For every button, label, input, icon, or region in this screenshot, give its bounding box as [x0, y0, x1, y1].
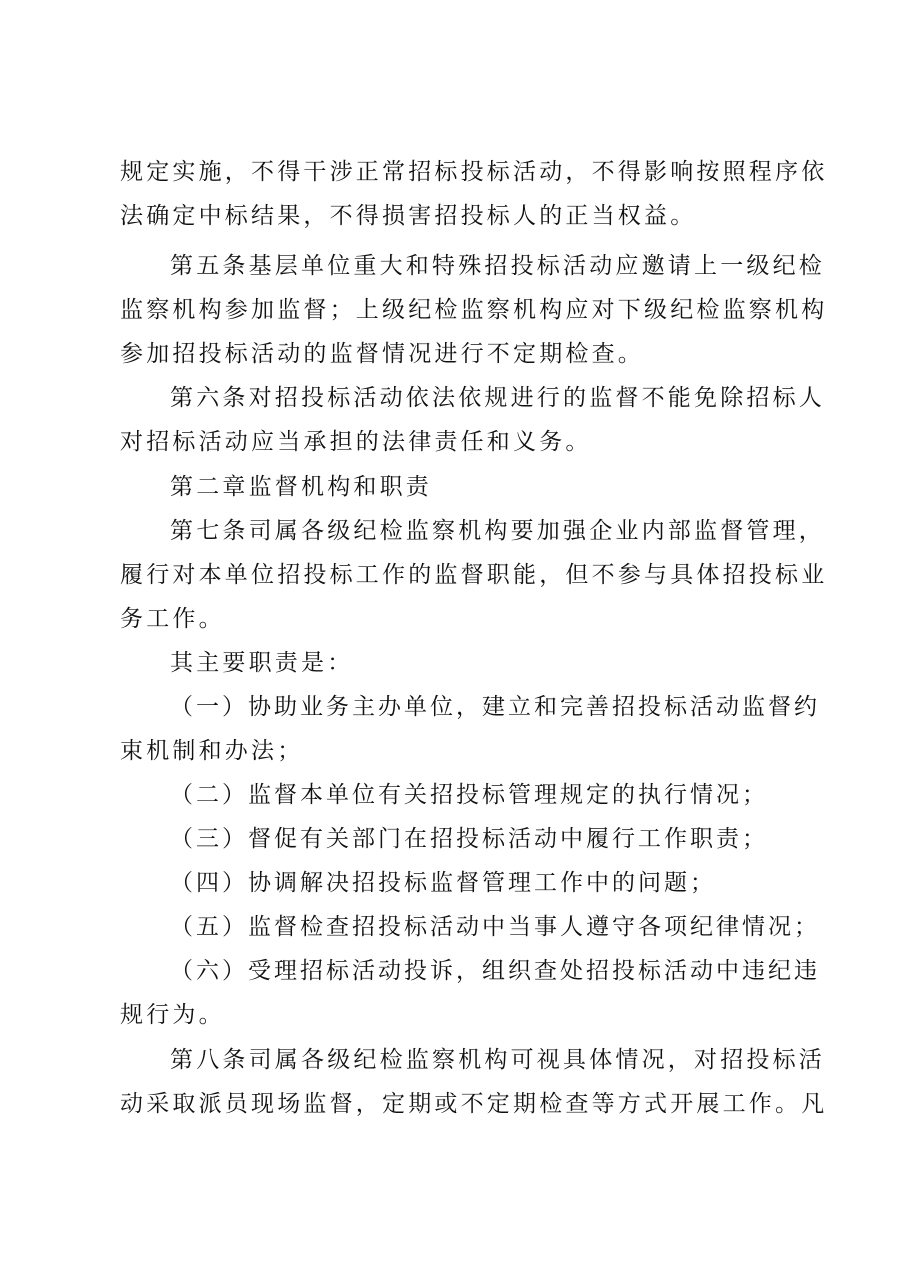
duty-item-2: （二）监督本单位有关招投标管理规定的执行情况； — [170, 782, 768, 808]
article-5-line: 第五条基层单位重大和特殊招投标活动应邀请上一级纪检 — [170, 253, 825, 279]
duty-item-4: （四）协调解决招投标监督管理工作中的问题； — [170, 870, 716, 896]
text-line: 动采取派员现场监督，定期或不定期检查等方式开展工作。凡 — [120, 1091, 828, 1117]
text-line: 履行对本单位招投标工作的监督职能，但不参与具体招投标业 — [120, 562, 828, 588]
text-line: 法确定中标结果，不得损害招投标人的正当权益。 — [120, 203, 697, 229]
article-7-line: 第七条司属各级纪检监察机构要加强企业内部监督管理， — [170, 518, 825, 544]
duty-item-6: （六）受理招标活动投诉，组织查处招投标活动中违纪违 — [170, 958, 820, 984]
text-line: 规定实施，不得干涉正常招标投标活动，不得影响按照程序依 — [120, 159, 828, 185]
text-line: 对招标活动应当承担的法律责任和义务。 — [120, 429, 592, 455]
text-line: 务工作。 — [120, 606, 225, 632]
text-line: 规行为。 — [120, 1002, 225, 1028]
text-line: 参加招投标活动的监督情况进行不定期检查。 — [120, 341, 644, 367]
text-line: 束机制和办法； — [120, 738, 304, 764]
duty-item-1: （一）协助业务主办单位，建立和完善招投标活动监督约 — [170, 694, 820, 720]
article-8-line: 第八条司属各级纪检监察机构可视具体情况，对招投标活 — [170, 1047, 825, 1073]
article-6-line: 第六条对招投标活动依法依规进行的监督不能免除招标人 — [170, 385, 825, 411]
duty-item-3: （三）督促有关部门在招投标活动中履行工作职责； — [170, 826, 768, 852]
duties-intro: 其主要职责是： — [170, 650, 354, 676]
duty-item-5: （五）监督检查招投标活动中当事人遵守各项纪律情况； — [170, 914, 820, 940]
text-line: 监察机构参加监督；上级纪检监察机构应对下级纪检监察机构 — [120, 297, 828, 323]
chapter-heading: 第二章监督机构和职责 — [170, 474, 432, 500]
